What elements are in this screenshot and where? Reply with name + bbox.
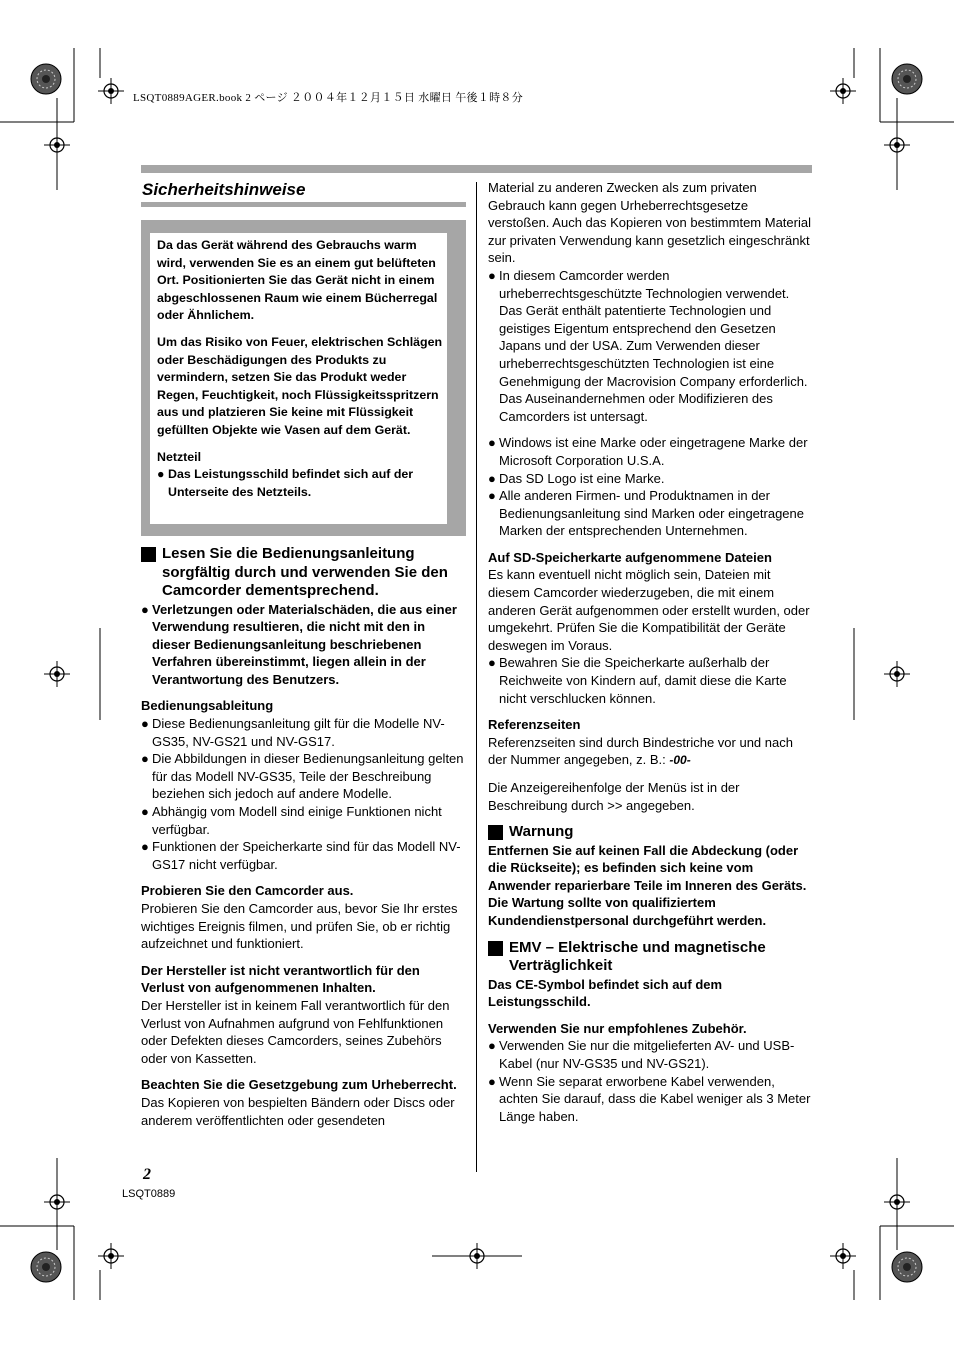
- bullet-icon: ●: [141, 716, 149, 732]
- list-item: ● In diesem Camcorder werden urheberrechtsgeschützte Technologien verwendet. Das Gerät enthält patentierte Technologien und geistiges Eigentum entsprechend den Gesetzen Japans und der USA. Zum Verwenden dieser urheberrechtsgeschützten Technologien ist eine Genehmigung der Macrovision Company erforderlich. Das Auseinandernehmen oder Modifizieren des Camcorders ist untersagt.: [488, 267, 808, 424]
- list-item: ● Verletzungen oder Materialschäden, die aus einer Verwendung resultieren, die nicht mit den in dieser Bedienungsanleitung beschriebenen Verfahren übereinstimmt, liegen allein in der Verantwortung des Benutzers.: [141, 601, 457, 687]
- page-number: 2: [143, 1166, 151, 1183]
- warning-paragraph-fire: Um das Risiko von Feuer, elektrischen Schlägen oder Beschädigungen des Produkts zu vermindern, setzen Sie das Produkt weder Regen, Feuchtigkeit, noch Flüssigkeitsspritzern aus und platzieren Sie keine mit Flüssigkeit gefüllten Objekte wie Vasen auf dem Gerät.: [157, 334, 443, 437]
- warnung-text: Entfernen Sie auf keinen Fall die Abdeckung (oder die Rückseite); es befinden sich keine vom Anwender reparierbare Teile im Inneren des Geräts.: [488, 842, 807, 893]
- section-warnung: Warnung: [488, 823, 812, 842]
- hersteller-text: Der Hersteller ist in keinem Fall verantwortlich für den Verlust von Aufnahmen aufgrund von Fehlfunktionen oder Defekten dieses Camcorders, seines Zubehörs oder von Kassetten.: [141, 997, 450, 1066]
- document-code: LSQT0889: [122, 1188, 176, 1200]
- section-square-icon: [488, 941, 503, 956]
- top-rule: [141, 165, 812, 173]
- probieren-text: Probieren Sie den Camcorder aus, bevor Sie Ihr erstes wichtiges Ereignis filmen, und prüfen Sie, ob er richtig aufzeichnet und funktioniert.: [141, 901, 458, 952]
- book-header-line: LSQT0889AGER.book 2 ページ ２００４年１２月１５日 水曜日 午後１時８分: [133, 92, 524, 104]
- list-item: ● Alle anderen Firmen- und Produktnamen in der Bedienungsanleitung sind Marken oder eingetragene Marken der entsprechenden Unternehmen.: [488, 488, 804, 539]
- list-item: ● Windows ist eine Marke oder eingetragene Marke der Microsoft Corporation U.S.A.: [488, 435, 808, 468]
- list-item: ● Bewahren Sie die Speicherkarte außerhalb der Reichweite von Kindern auf, damit diese die Karte nicht verschlucken können.: [488, 655, 787, 706]
- sd-heading: Auf SD-Speicherkarte aufgenommene Dateien: [488, 549, 772, 565]
- section-square-icon: [488, 825, 503, 840]
- section-emv: EMV – Elektrische und magnetische Verträglichkeit: [488, 939, 812, 976]
- warning-box: [141, 220, 466, 536]
- referenz-heading: Referenzseiten: [488, 717, 581, 733]
- list-item: ● Wenn Sie separat erworbene Kabel verwenden, achten Sie darauf, dass die Kabel weniger als 3 Meter Länge haben.: [488, 1073, 811, 1124]
- bullet-icon: ●: [488, 655, 496, 671]
- bedienung-heading: Bedienungsableitung: [141, 698, 274, 714]
- page-title: Sicherheitshinweise: [142, 180, 306, 199]
- zubehoer-heading: Verwenden Sie nur empfohlenes Zubehör.: [488, 1020, 747, 1036]
- section-read-manual: Lesen Sie die Bedienungsanleitung sorgfältig durch und verwenden Sie den Camcorder dementsprechend.: [141, 545, 466, 601]
- sd-text: Es kann eventuell nicht möglich sein, Dateien mit diesem Camcorder wiederzugeben, die mit einem anderen Gerät aufgenommen oder erstellt wurden, oder umgekehrt. Prüfen Sie die Kompatibilität der Geräte deswegen im Voraus.: [488, 567, 810, 653]
- list-item: ● Abhängig vom Modell sind einige Funktionen nicht verfügbar.: [141, 804, 442, 837]
- referenz-example: -00-: [669, 753, 691, 768]
- left-column: [141, 545, 466, 1129]
- bullet-icon: ●: [141, 751, 149, 767]
- bullet-icon: ●: [488, 1038, 496, 1054]
- list-item: ● Verwenden Sie nur die mitgelieferten AV- und USB-Kabel (nur NV-GS35 und NV-GS21).: [488, 1038, 795, 1072]
- netzteil-item: ● Das Leistungsschild befindet sich auf der Unterseite des Netzteils.: [157, 467, 414, 499]
- bullet-icon: ●: [488, 1073, 496, 1089]
- list-item: ● Diese Bedienungsanleitung gilt für die Modelle NV-GS35, NV-GS21 und NV-GS17.: [141, 716, 445, 749]
- column-divider: [476, 182, 477, 1172]
- bullet-icon: ●: [141, 804, 149, 820]
- urheberrecht-heading: Beachten Sie die Gesetzgebung zum Urheberrecht.: [141, 1077, 457, 1093]
- probieren-heading: Probieren Sie den Camcorder aus.: [141, 883, 354, 899]
- list-item: ● Das SD Logo ist eine Marke.: [488, 470, 665, 486]
- urheberrecht-continued: Material zu anderen Zwecken als zum privaten Gebrauch kann gegen Urheberrechtsgesetze verstoßen. Auch das Kopieren von bestimmtem Material zur privaten Verwendung kann gesetzlich eingeschränkt sein.: [488, 180, 811, 266]
- bullet-icon: ●: [141, 601, 149, 617]
- wartung-text: Die Wartung sollte von qualifiziertem Kundendienstpersonal durchgeführt werden.: [488, 895, 767, 929]
- section-square-icon: [141, 547, 156, 562]
- warning-box-content: [150, 233, 447, 524]
- netzteil-heading: Netzteil: [157, 449, 202, 464]
- urheberrecht-text: Das Kopieren von bespielten Bändern oder Discs oder anderem veröffentlichten oder gesendeten: [141, 1094, 455, 1128]
- menu-order-text: Die Anzeigereihenfolge der Menüs ist in der Beschreibung durch >> angegeben.: [488, 780, 740, 813]
- right-column: [488, 179, 812, 1125]
- title-rule: [141, 202, 466, 207]
- referenz-text: Referenzseiten sind durch Bindestriche vor und nach der Nummer angegeben, z. B.: -00-: [488, 734, 793, 768]
- ce-symbol-text: Das CE-Symbol befindet sich auf dem Leistungsschild.: [488, 976, 723, 1010]
- bullet-icon: ●: [157, 467, 165, 482]
- list-item: ● Funktionen der Speicherkarte sind für das Modell NV-GS17 nicht verfügbar.: [141, 839, 461, 872]
- bullet-icon: ●: [141, 839, 149, 855]
- bullet-icon: ●: [488, 267, 496, 283]
- bullet-icon: ●: [488, 435, 496, 451]
- hersteller-heading: Der Hersteller ist nicht verantwortlich für den Verlust von aufgenommenen Inhalten.: [141, 962, 420, 996]
- warning-paragraph-heat: Da das Gerät während des Gebrauchs warm wird, verwenden Sie es an einem gut belüfteten Ort. Positionierten Sie das Gerät nicht in einem abgeschlossenen Raum wie einem Bücherregal oder Ähnlichem.: [157, 238, 438, 323]
- bullet-icon: ●: [488, 470, 496, 486]
- bullet-icon: ●: [488, 488, 496, 504]
- list-item: ● Die Abbildungen in dieser Bedienungsanleitung gelten für das Modell NV-GS35, Teile der Beschreibung beziehen sich jedoch auf andere Modelle.: [141, 751, 464, 802]
